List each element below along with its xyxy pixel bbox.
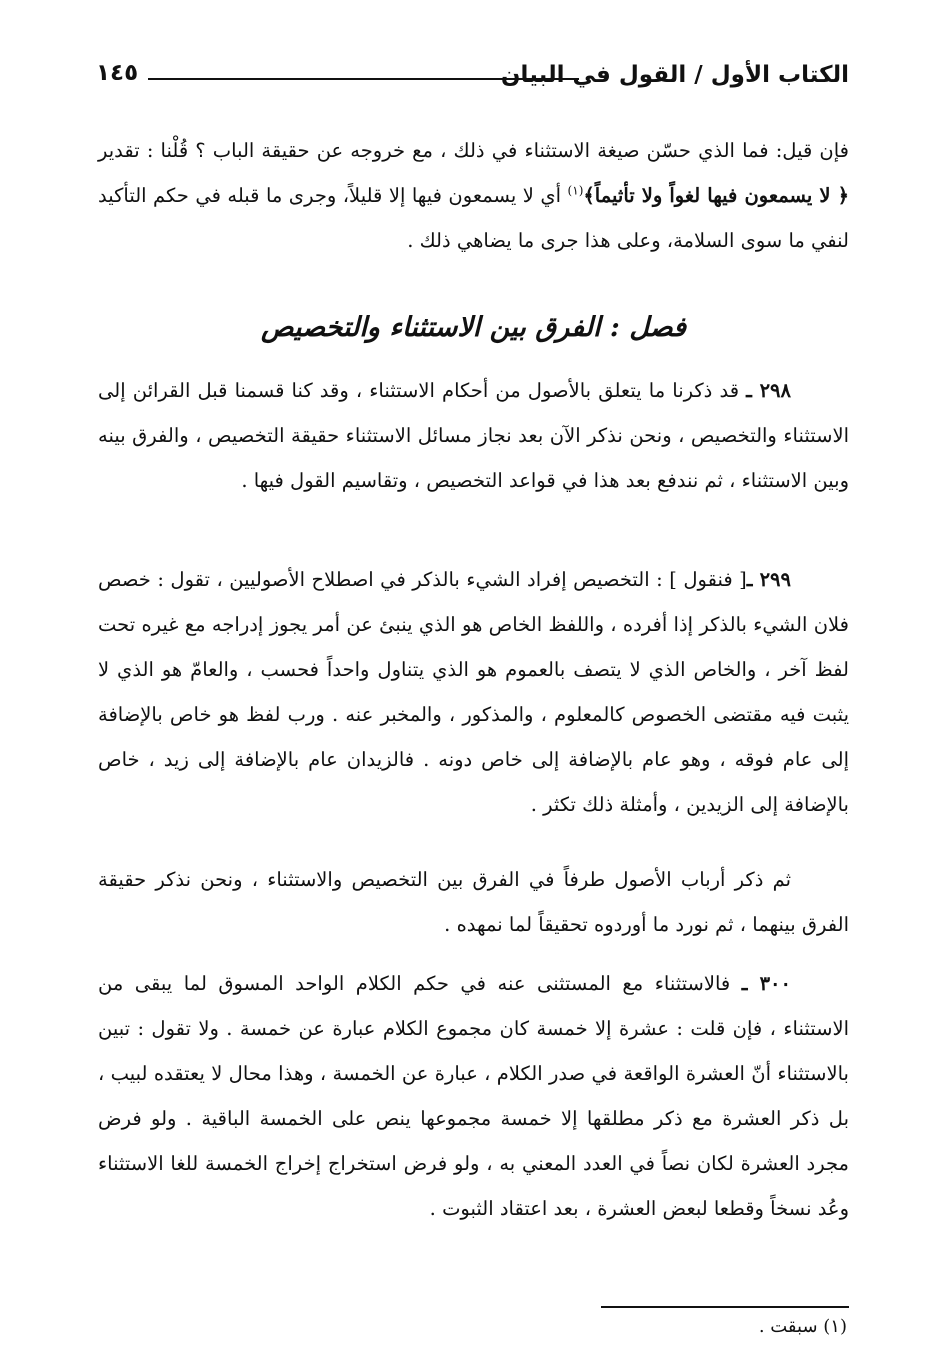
paragraph-text: [ فنقول ] : التخصيص إفراد الشيء بالذكر في اصطلاح الأصوليين ، تقول : خصص فلان الشيء بالذكر إذا أفرده ، واللفظ الخاص هو الذي ينبئ عن أمر يجوز إدراجه مع غيره تحت لفظ آخر ، والخاص الذي لا يتصف بالعموم هو الذي يتناول واحداً فحسب ، والعامّ هو الذي لا يثبت فيه مقتضى الخصوص كالمعلوم ، والمذكور ، والمخبر عنه . ورب لفظ هو خاص بالإضافة إلى عام فوقه ، وهو عام بالإضافة إلى خاص دونه . فالزيدان عام بالإضافة إلى زيد ، خاص بالإضافة إلى الزيدين ، وأمثلة ذلك تكثر . xyxy=(98,568,849,816)
section-title: فصل : الفرق بين الاستثناء والتخصيص xyxy=(260,312,687,343)
paragraph-text: فالاستثناء مع المستثنى عنه في حكم الكلام الواحد المسوق لما يبقى من الاستثناء ، فإن قلت : عشرة إلا خمسة كان مجموع الكلام عبارة عن خمسة . ولا تقول : تبين بالاستثناء أنّ العشرة الواقعة في صدر الكلام ، عبارة عن الخمسة ، وهذا محال لا يعتقده لبيب ، بل ذكر العشرة مع ذكر مطلقها إلا خمسة مجموعها ينص على الخمسة الباقية . ولو فرض مجرد العشرة لكان نصاً في العدد المعني به ، ولو فرض استخراج إخراج الخمسة للغا الاستثناء وعُد نسخاً وقطعا لبعض العشرة ، بعد اعتقاد الثبوت . xyxy=(98,972,849,1220)
paragraph-question xyxy=(98,128,849,263)
paragraph-text: قد ذكرنا ما يتعلق بالأصول من أحكام الاستثناء ، وقد كنا قسمنا قبل القرائن إلى الاستثناء والتخصيص ، ونحن نذكر الآن بعد نجاز مسائل الاستثناء حقيقة التخصيص ، والفرق بينه وبين الاستثناء ، ثم نندفع بعد هذا في قواعد التخصيص ، وتقاسيم القول فيها . xyxy=(98,379,849,492)
running-title: الكتاب الأول / القول في البيان xyxy=(500,62,849,88)
page-number: ١٤٥ xyxy=(96,60,139,86)
paragraph-number: ٢٩٩ ـ xyxy=(746,568,791,591)
quran-quote: ﴿ لا يسمعون فيها لغواً ولا تأثيماً﴾ xyxy=(583,184,850,207)
paragraph-299 xyxy=(98,557,849,827)
paragraph-number: ٢٩٨ ـ xyxy=(746,379,791,402)
paragraph-298 xyxy=(98,368,849,503)
paragraph-text: فإن قيل: فما الذي حسّن صيغة الاستثناء في ذلك ، مع خروجه عن حقيقة الباب ؟ قُلْنا : تقدير xyxy=(98,139,849,162)
paragraph-text: ثم ذكر أرباب الأصول طرفاً في الفرق بين التخصيص والاستثناء ، ونحن نذكر حقيقة الفرق بينهما ، ثم نورد ما أوردوه تحقيقاً لما نمهده . xyxy=(98,868,849,936)
page-header xyxy=(96,58,849,98)
paragraph-text-rest: أي لا يسمعون فيها إلا قليلاً، وجرى ما قبله في حكم التأكيد لنفي ما سوى السلامة، وعلى هذا جرى ما يضاهي ذلك . xyxy=(98,184,849,252)
paragraph-transition xyxy=(98,857,849,947)
paragraph-number: ٣٠٠ ـ xyxy=(741,972,791,995)
footnote-marker: (١) xyxy=(567,183,584,198)
footnote: (١) سبقت . xyxy=(758,1316,847,1337)
header-rule xyxy=(148,78,579,80)
paragraph-300 xyxy=(98,961,849,1231)
footnote-rule xyxy=(601,1306,849,1308)
